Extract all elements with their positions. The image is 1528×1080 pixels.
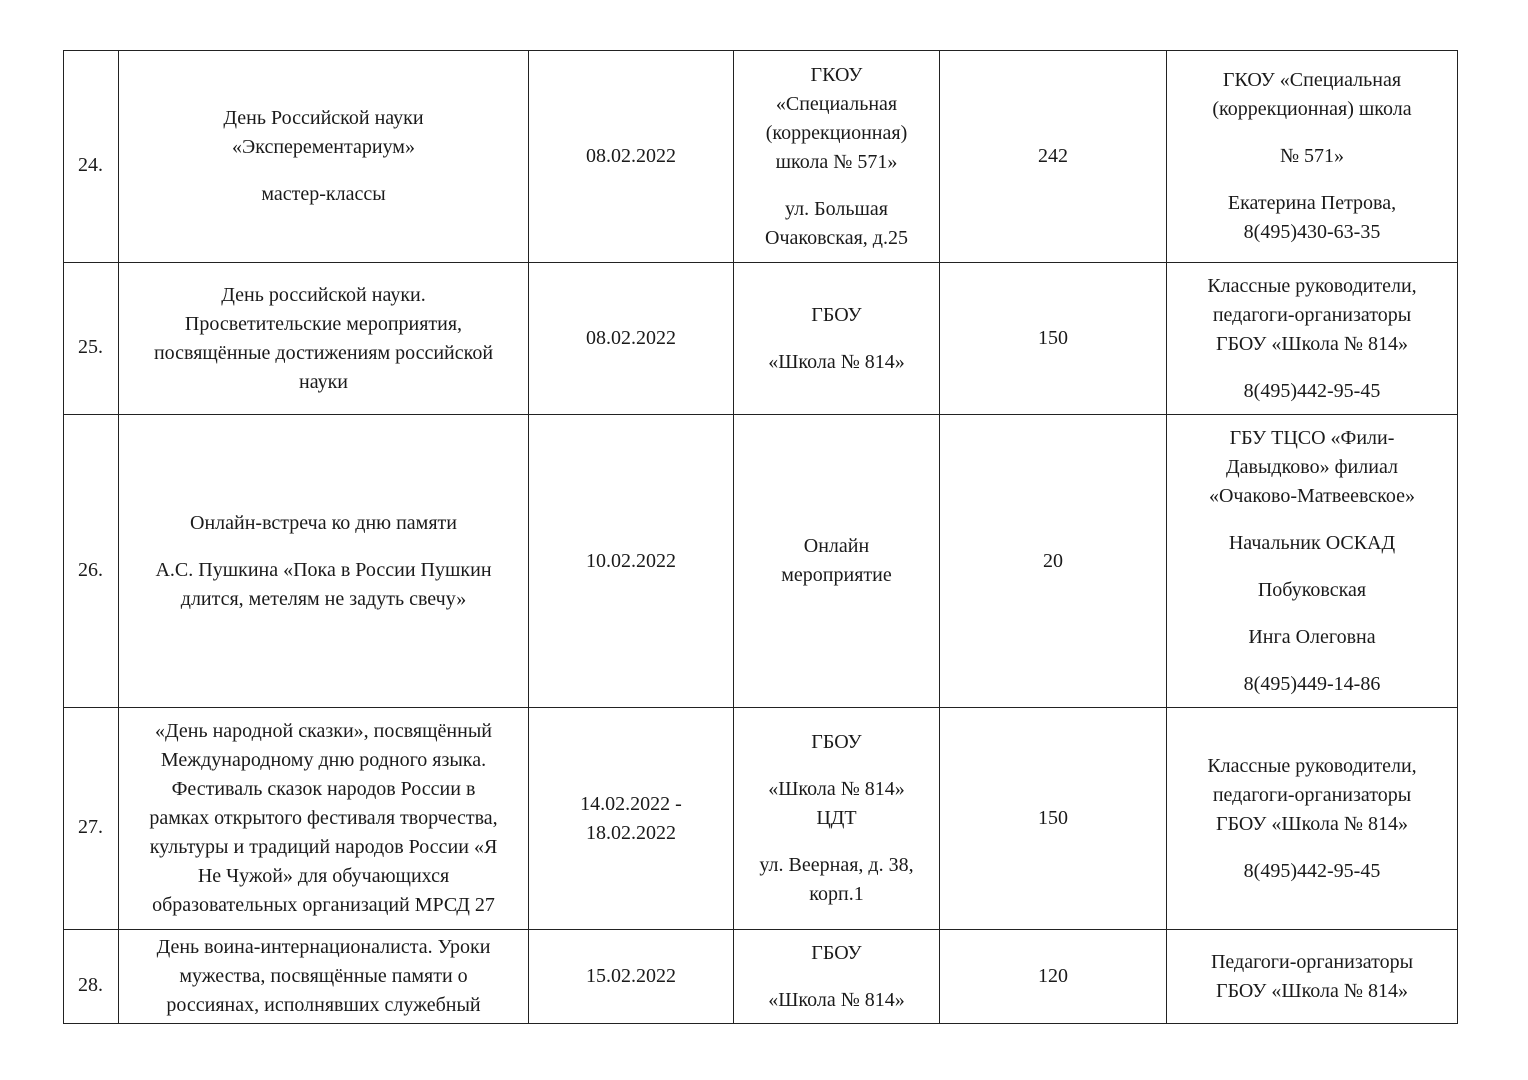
date-cell: [529, 263, 734, 415]
contact-line: педагоги-организаторы: [1212, 783, 1412, 806]
event-cell: [119, 708, 529, 930]
contact-cell: [1167, 415, 1458, 708]
place-cell: [734, 263, 940, 415]
date-text: 10.02.2022: [586, 549, 676, 572]
place-cell: [734, 708, 940, 930]
date-text: 18.02.2022: [586, 821, 676, 844]
table-row: [64, 415, 1458, 708]
table-row: [64, 930, 1458, 1024]
contact-line: Побуковская: [1257, 578, 1367, 601]
contact-line: «Очаково-Матвеевское»: [1208, 484, 1416, 507]
place-cell: [734, 930, 940, 1024]
place-line: ГБОУ: [811, 731, 862, 753]
row-number: 25.: [64, 263, 119, 415]
event-cell: [119, 415, 529, 708]
contact-line: 8(495)430-63-35: [1243, 221, 1381, 243]
event-line: Просветительские мероприятия,: [184, 312, 463, 335]
row-number: 24.: [64, 51, 119, 263]
date-text: 08.02.2022: [586, 145, 676, 167]
row-number: 27.: [64, 708, 119, 930]
event-line: Онлайн-встреча ко дню памяти: [190, 511, 457, 534]
count-cell: [940, 930, 1167, 1024]
place-line: «Школа № 814»: [768, 778, 905, 800]
place-line: корп.1: [809, 883, 864, 905]
place-line: «Школа № 814»: [768, 350, 905, 373]
place-line: «Специальная: [775, 92, 898, 115]
contact-line: Педагоги-организаторы: [1210, 950, 1414, 973]
place-line: ЦДТ: [816, 807, 857, 829]
place-line: мероприятие: [781, 564, 892, 586]
contact-line: № 571»: [1279, 145, 1345, 167]
place-line: ул. Веерная, д. 38,: [759, 854, 914, 876]
event-line: День воина-интернационалиста. Уроки: [156, 936, 491, 958]
table-row: [64, 708, 1458, 930]
contact-line: Екатерина Петрова,: [1227, 192, 1397, 214]
event-cell: [119, 51, 529, 263]
contact-line: Классные руководители,: [1207, 274, 1417, 297]
contact-line: Инга Олеговна: [1248, 625, 1376, 648]
contact-line: 8(495)449-14-86: [1243, 672, 1381, 695]
event-line: науки: [299, 370, 348, 393]
event-cell: [119, 930, 529, 1024]
count-cell: [940, 51, 1167, 263]
event-line: Фестиваль сказок народов России в: [171, 778, 476, 800]
contact-line: ГБОУ «Школа № 814»: [1216, 812, 1408, 835]
contact-line: Классные руководители,: [1207, 754, 1417, 777]
count-cell: [940, 415, 1167, 708]
date-cell: [529, 708, 734, 930]
event-line: День Российской науки: [223, 107, 424, 129]
event-line: длится, метелям не задуть свечу»: [180, 587, 467, 610]
place-line: Онлайн: [803, 535, 870, 557]
row-number: 28.: [64, 930, 119, 1024]
contact-line: ГБОУ «Школа № 814»: [1216, 979, 1408, 1002]
place-cell: [734, 51, 940, 263]
place-line: (коррекционная): [765, 121, 908, 144]
event-line: образовательных организаций МРСД 27: [152, 894, 495, 916]
place-cell: [734, 415, 940, 708]
event-cell: [119, 263, 529, 415]
date-text: 08.02.2022: [586, 327, 676, 349]
count-text: 242: [1038, 145, 1068, 167]
count-cell: [940, 263, 1167, 415]
event-line: мастер-классы: [261, 183, 386, 205]
place-line: ГКОУ: [810, 63, 863, 86]
contact-cell: [1167, 263, 1458, 415]
place-line: ГБОУ: [811, 303, 862, 326]
count-text: 20: [1043, 549, 1063, 572]
event-line: День российской науки.: [221, 283, 426, 306]
event-line: А.С. Пушкина «Пока в России Пушкин: [155, 558, 492, 581]
event-line: «Эксперементариум»: [232, 136, 415, 158]
date-text: 14.02.2022 -: [580, 792, 682, 815]
event-line: Не Чужой» для обучающихся: [197, 865, 450, 887]
date-cell: [529, 51, 734, 263]
contact-line: педагоги-организаторы: [1212, 303, 1412, 326]
table-row: [64, 51, 1458, 263]
date-cell: [529, 415, 734, 708]
place-line: ГБОУ: [811, 941, 862, 964]
date-cell: [529, 930, 734, 1024]
contact-line: ГКОУ «Специальная: [1222, 69, 1402, 91]
count-text: 150: [1038, 327, 1068, 349]
contact-line: ГБУ ТЦСО «Фили-: [1229, 426, 1395, 449]
event-line: мужества, посвящённые памяти о: [179, 965, 468, 987]
place-line: школа № 571»: [775, 150, 898, 173]
event-line: рамках открытого фестиваля творчества,: [149, 807, 498, 829]
contact-line: 8(495)442-95-45: [1243, 379, 1381, 402]
count-text: 150: [1038, 807, 1068, 829]
contact-line: Давыдково» филиал: [1226, 455, 1398, 478]
contact-cell: [1167, 51, 1458, 263]
row-number: 26.: [64, 415, 119, 708]
place-line: «Школа № 814»: [768, 988, 905, 1011]
event-line: россиянах, исполнявших служебный: [166, 994, 481, 1016]
contact-line: ГБОУ «Школа № 814»: [1216, 332, 1408, 355]
place-line: Очаковская, д.25: [765, 226, 908, 249]
table-row: [64, 263, 1458, 415]
event-line: посвящённые достижениям российской: [153, 341, 494, 364]
event-line: Международному дню родного языка.: [160, 749, 487, 771]
contact-line: 8(495)442-95-45: [1243, 859, 1381, 882]
event-line: культуры и традиций народов России «Я: [149, 836, 498, 858]
contact-cell: [1167, 930, 1458, 1024]
contact-line: (коррекционная) школа: [1212, 98, 1412, 120]
count-text: 120: [1038, 965, 1068, 987]
contact-line: Начальник ОСКАД: [1228, 531, 1396, 554]
place-line: ул. Большая: [785, 197, 888, 220]
events-table: [63, 50, 1458, 1024]
event-line: «День народной сказки», посвящённый: [155, 720, 492, 742]
count-cell: [940, 708, 1167, 930]
date-text: 15.02.2022: [586, 965, 676, 987]
contact-cell: [1167, 708, 1458, 930]
